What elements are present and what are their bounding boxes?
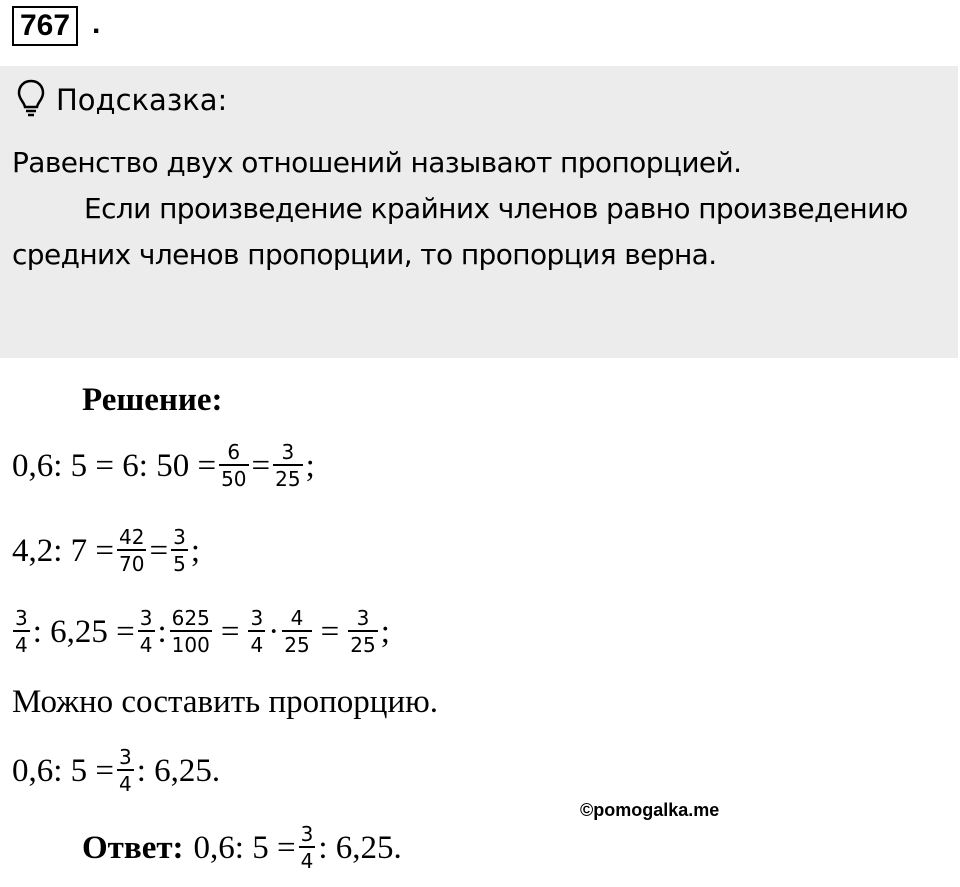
- watermark: ©pomogalka.me: [580, 800, 720, 820]
- equation-line-3: [10, 606, 390, 658]
- answer-text-b: : 6,25.: [318, 829, 402, 866]
- fraction: $\frac{3}{4}$: [300, 822, 314, 873]
- eq4-text-b: : 6,25.: [136, 752, 221, 789]
- fraction: $\frac{3}{5}$: [173, 525, 186, 576]
- eq1-text: 0,6: 5 = 6: 50 =: [12, 447, 217, 484]
- lightbulb-icon: [16, 78, 56, 122]
- solution-heading: Решение:: [82, 382, 223, 418]
- hint-box: [0, 66, 958, 358]
- task-number: 767: [12, 6, 78, 46]
- fraction: $\frac{3}{4}$: [250, 606, 264, 657]
- eq2-text: 4,2: 7 =: [12, 532, 115, 569]
- equation-line-4: [12, 745, 220, 797]
- equals: =: [251, 447, 271, 484]
- task-number-dot: .: [92, 7, 101, 40]
- fraction: $\frac{6}{50}$: [221, 440, 247, 491]
- equation-line-1: [12, 440, 315, 492]
- fraction: $\frac{4}{25}$: [284, 606, 310, 657]
- answer-text-a: 0,6: 5 =: [193, 829, 296, 866]
- fraction: $\frac{3}{25}$: [350, 606, 376, 657]
- colon: :: [157, 613, 167, 650]
- eq4-text-a: 0,6: 5 =: [12, 752, 115, 789]
- hint-header: [16, 78, 227, 122]
- fraction: $\frac{3}{25}$: [275, 440, 301, 491]
- equation-line-2: [12, 525, 200, 577]
- hint-text: [12, 140, 942, 278]
- equals: =: [149, 532, 169, 569]
- hint-title: Подсказка:: [56, 83, 228, 117]
- conclusion-text: Можно составить пропорцию.: [12, 684, 439, 720]
- fraction: $\frac{3}{4}$: [119, 745, 132, 796]
- answer-label: Ответ:: [82, 829, 184, 866]
- semicolon: ;: [190, 532, 201, 569]
- fraction: $\frac{625}{100}$: [171, 606, 210, 657]
- multiply-dot: ·: [268, 613, 280, 650]
- hint-paragraph-2: Если произведение крайних членов равно произведению средних членов пропорции, то пропорция верна.: [12, 192, 908, 271]
- semicolon: ;: [305, 447, 315, 484]
- answer-line: [82, 822, 402, 874]
- eq3-text: : 6,25 =: [32, 613, 135, 650]
- fraction: $\frac{3}{4}$: [139, 606, 153, 657]
- fraction: $\frac{3}{4}$: [15, 606, 28, 657]
- fraction: $\frac{42}{70}$: [119, 525, 145, 576]
- semicolon: ;: [380, 613, 390, 650]
- hint-paragraph-1: Равенство двух отношений называют пропорцией.: [12, 146, 742, 179]
- equals: =: [320, 613, 340, 650]
- equals: =: [220, 613, 240, 650]
